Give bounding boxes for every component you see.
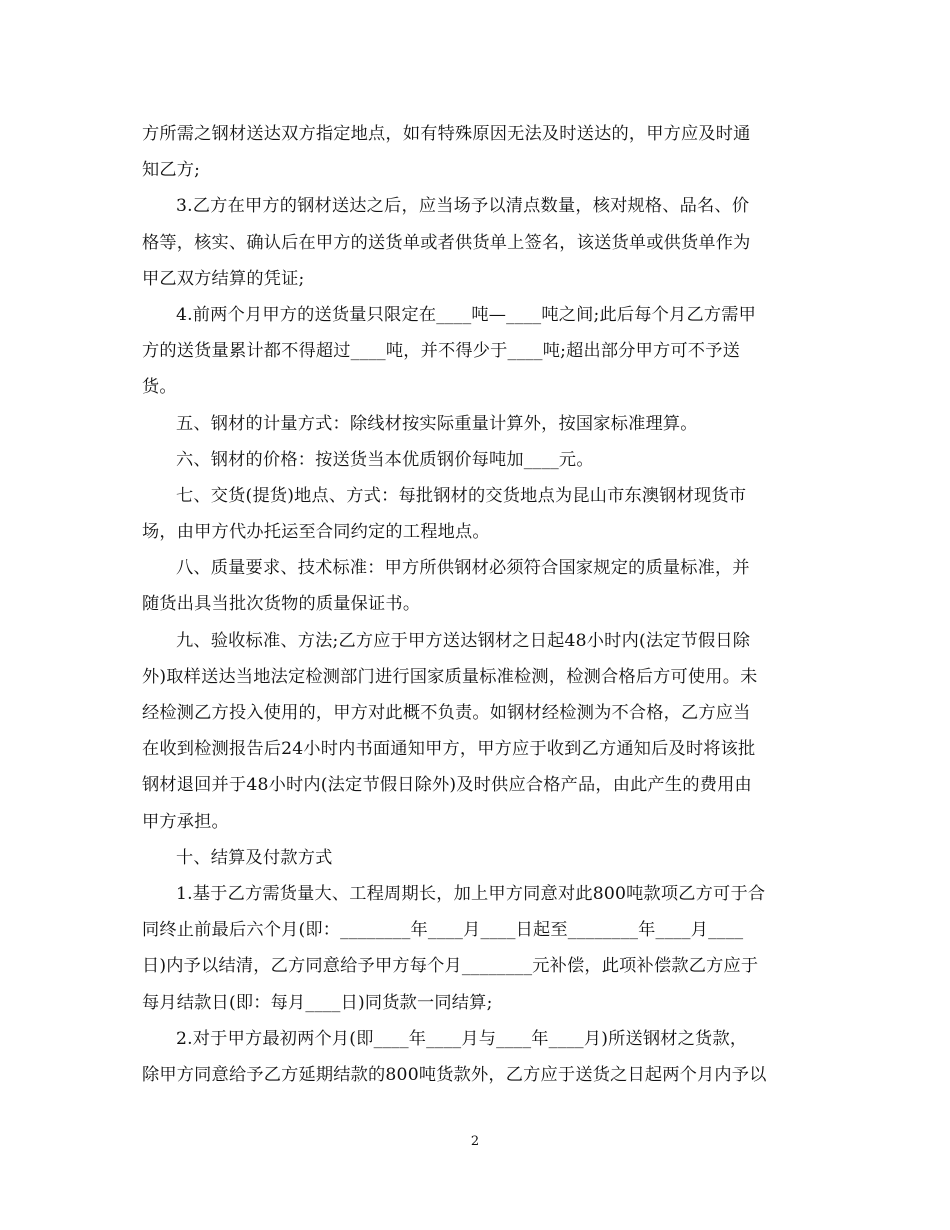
text-line: 1.基于乙方需货量大、工程周期长，加上甲方同意对此800吨款项乙方可于合 xyxy=(176,883,766,904)
text-line: 3.乙方在甲方的钢材送达之后，应当场予以清点数量，核对规格、品名、价 xyxy=(176,196,750,217)
text-line: 除甲方同意给予乙方延期结款的800吨货款外，乙方应于送货之日起两个月内予以 xyxy=(142,1064,767,1085)
text-line: 货。 xyxy=(142,377,177,398)
text-line: 2.对于甲方最初两个月(即____年____月与____年____月)所送钢材之货款， xyxy=(176,1028,748,1049)
text-line: 甲乙双方结算的凭证; xyxy=(142,268,305,289)
text-line: 九、验收标准、方法;乙方应于甲方送达钢材之日起48小时内(法定节假日除 xyxy=(176,630,751,651)
text-line: 同终止前最后六个月(即：________年____月____日起至________年____月____ xyxy=(142,920,744,941)
text-line: 4.前两个月甲方的送货量只限定在____吨—____吨之间;此后每个月乙方需甲 xyxy=(176,304,756,325)
text-line: 方的送货量累计都不得超过____吨，并不得少于____吨;超出部分甲方可不予送 xyxy=(142,341,740,362)
text-line: 五、钢材的计量方式：除线材按实际重量计算外，按国家标准理算。 xyxy=(176,413,698,434)
text-line: 外)取样送达当地法定检测部门进行国家质量标准检测，检测合格后方可使用。未 xyxy=(142,666,758,687)
page-number: 2 xyxy=(470,1134,480,1149)
text-line: 格等，核实、确认后在甲方的送货单或者供货单上签名，该送货单或供货单作为 xyxy=(142,232,751,253)
text-line: 在收到检测报告后24小时内书面通知甲方，甲方应于收到乙方通知后及时将该批 xyxy=(142,739,756,760)
text-line: 经检测乙方投入使用的，甲方对此概不负责。如钢材经检测为不合格，乙方应当 xyxy=(142,703,751,723)
section-heading: 十、结算及付款方式 xyxy=(176,847,333,868)
text-line: 六、钢材的价格：按送货当本优质钢价每吨加____元。 xyxy=(176,449,594,470)
text-line: 七、交货(提货)地点、方式：每批钢材的交货地点为昆山市东澳钢材现货市 xyxy=(176,485,747,506)
text-line: 场，由甲方代办托运至合同约定的工程地点。 xyxy=(142,522,490,543)
text-line: 甲方承担。 xyxy=(142,811,229,832)
text-line: 每月结款日(即：每月____日)同货款一同结算; xyxy=(142,992,493,1013)
text-line: 钢材退回并于48小时内(法定节假日除外)及时供应合格产品，由此产生的费用由 xyxy=(142,775,752,796)
text-line: 随货出具当批次货物的质量保证书。 xyxy=(142,594,421,615)
text-line: 方所需之钢材送达双方指定地点，如有特殊原因无法及时送达的，甲方应及时通 xyxy=(142,124,751,144)
text-line: 知乙方; xyxy=(142,160,201,181)
document-body xyxy=(142,116,810,1093)
text-line: 八、质量要求、技术标准：甲方所供钢材必须符合国家规定的质量标准，并 xyxy=(176,558,750,579)
text-line: 日)内予以结清，乙方同意给予甲方每个月________元补偿，此项补偿款乙方应于 xyxy=(142,956,759,977)
